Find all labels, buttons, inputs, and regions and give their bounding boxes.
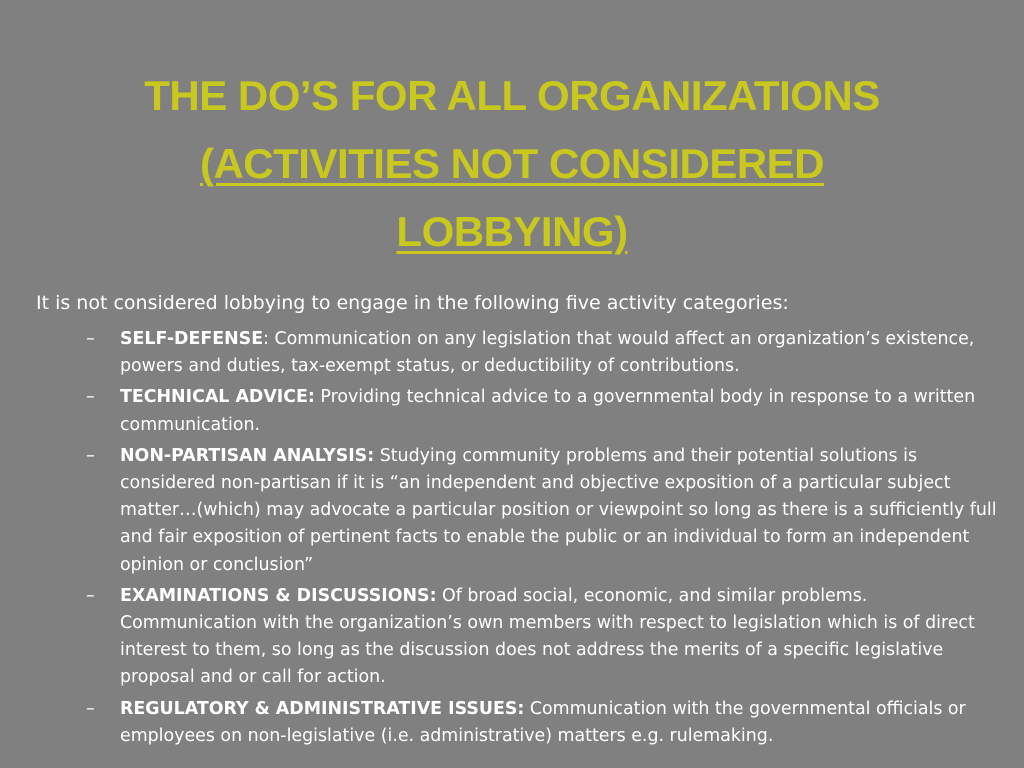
item-text: Providing technical advice to a governmental body in response to a written communication. <box>120 387 976 435</box>
item-text: : Communication on any legislation that would affect an organization’s existence, powers and duties, tax-exempt status, or deductibility of contributions. <box>120 329 975 377</box>
title-line-2-wrap <box>60 130 964 198</box>
title-line-2: (ACTIVITIES NOT CONSIDERED <box>199 140 825 187</box>
item-text: Studying community problems and their potential solutions is considered non-partisan if it is “an independent and objective exposition of a particular subject matter…(which) may advocate a particular position or viewpoint so long as there is a sufficiently full and fair exposition of pertinent facts to enable the public or an individual to form an independent opinion or conclusion” <box>120 445 997 575</box>
list-item-self-defense <box>86 326 1006 380</box>
dash-bullet: – <box>86 585 95 606</box>
list-item-examinations-discussions <box>86 583 1006 692</box>
item-text: Communication with the governmental officials or employees on non-legislative (i.e. administrative) matters e.g. rulemaking. <box>120 698 966 746</box>
intro-text: It is not considered lobbying to engage in the following five activity categories: <box>36 292 789 314</box>
slide-title <box>60 62 964 266</box>
dash-bullet: – <box>86 698 95 719</box>
title-line-3-wrap <box>60 198 964 266</box>
item-label: EXAMINATIONS & DISCUSSIONS: <box>120 585 437 606</box>
dash-bullet: – <box>86 329 95 349</box>
dash-bullet: – <box>86 387 95 408</box>
title-line-1: THE DO’S FOR ALL ORGANIZATIONS <box>144 72 880 119</box>
item-label: TECHNICAL ADVICE: <box>120 387 315 408</box>
item-label: REGULATORY & ADMINISTRATIVE ISSUES: <box>120 698 525 719</box>
list-item-technical-advice <box>86 384 1006 438</box>
item-label: NON-PARTISAN ANALYSIS: <box>120 445 375 466</box>
item-text: Of broad social, economic, and similar problems. Communication with the organization’s own members with respect to legislation which is of direct interest to them, so long as the discussion does not address the merits of a specific legislative proposal and or call for action. <box>120 585 975 688</box>
activity-list <box>86 326 1006 754</box>
dash-bullet: – <box>86 445 95 466</box>
item-label: SELF-DEFENSE <box>120 329 264 349</box>
list-item-regulatory-administrative <box>86 696 1006 750</box>
title-line-3: LOBBYING) <box>396 208 628 255</box>
list-item-non-partisan-analysis <box>86 443 1006 579</box>
